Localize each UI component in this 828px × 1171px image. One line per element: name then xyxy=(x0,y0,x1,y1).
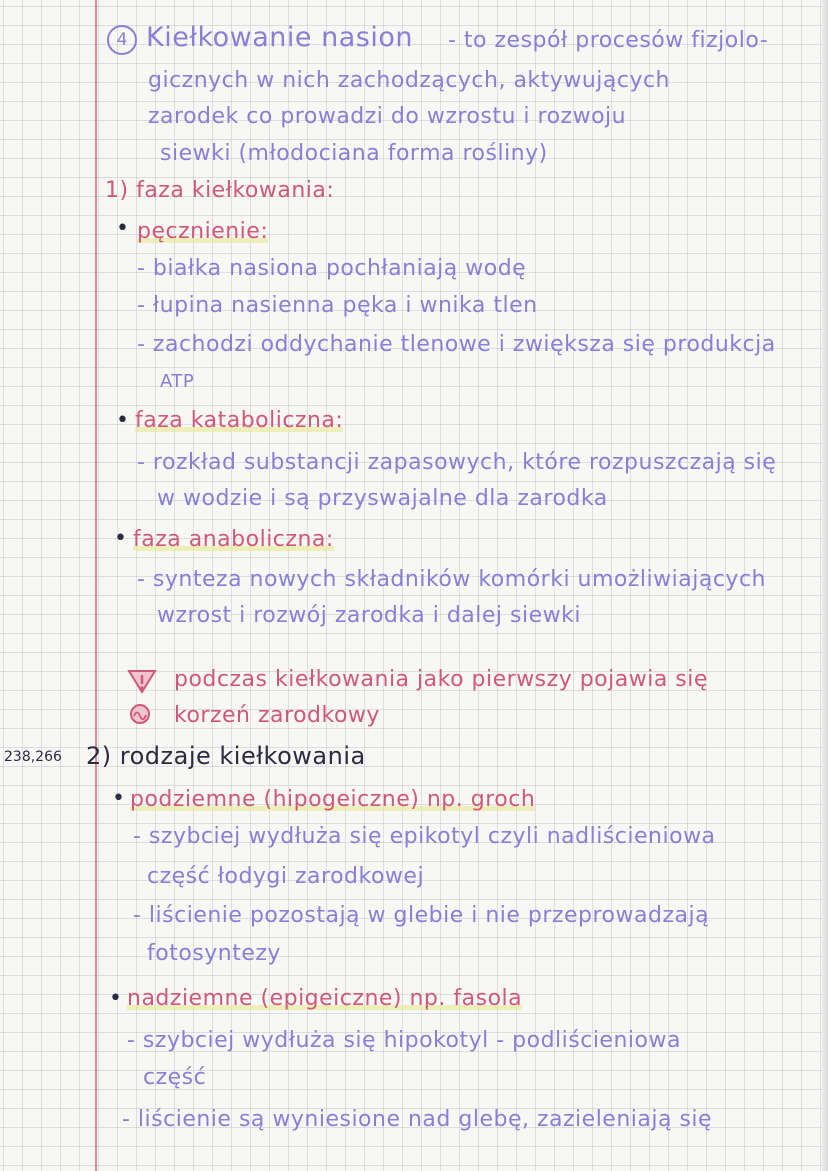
type-line: część xyxy=(143,1065,207,1090)
phase-line: - rozkład substancji zapasowych, które rozpuszczają się xyxy=(137,450,777,475)
note-line-1: podczas kiełkowania jako pierwszy pojawia się xyxy=(174,667,708,692)
intro-line-3: zarodek co prowadzi do wzrostu i rozwoju xyxy=(148,104,627,129)
phase-line: ATP xyxy=(160,371,195,392)
bullet-dot-icon: • xyxy=(109,986,122,1011)
phase-line: - łupina nasienna pęka i wnika tlen xyxy=(137,293,538,318)
page-number: 238,266 xyxy=(4,749,62,765)
type-line: część łodygi zarodkowej xyxy=(147,864,425,889)
type-line: - liścienie pozostają w glebie i nie przeprowadzają xyxy=(133,903,710,928)
phase-item-title: faza kataboliczna: xyxy=(135,408,344,433)
note-line-2: korzeń zarodkowy xyxy=(174,703,380,728)
phase-line: w wodzie i są przyswajalne dla zarodka xyxy=(157,486,608,511)
intro-line-1: - to zespół procesów fizjolo- xyxy=(448,28,769,53)
phase-line: wzrost i rozwój zarodka i dalej siewki xyxy=(157,603,581,628)
type-line: - szybciej wydłuża się hipokotyl - podliścieniowa xyxy=(127,1028,681,1053)
section-number-badge: 4 xyxy=(107,25,137,55)
type-title: nadziemne (epigeiczne) np. fasola xyxy=(127,986,523,1011)
warning-triangle-icon xyxy=(127,668,157,694)
bullet-dot-icon: • xyxy=(116,408,129,433)
intro-line-4: siewki (młodociana forma rośliny) xyxy=(160,141,548,166)
type-title: podziemne (hipogeiczne) np. groch xyxy=(130,787,536,812)
phase-item-title: pęcznienie: xyxy=(137,219,269,244)
page-edge xyxy=(822,0,828,1171)
intro-line-2: gicznych w nich zachodzących, aktywujących xyxy=(148,68,671,93)
types-heading: 2) rodzaje kiełkowania xyxy=(86,742,366,770)
phase-item-title: faza anaboliczna: xyxy=(133,527,334,552)
bullet-dot-icon: • xyxy=(112,786,125,811)
type-line: - liścienie są wyniesione nad glebę, zazieleniają się xyxy=(122,1107,713,1132)
phase-line: - synteza nowych składników komórki umożliwiających xyxy=(137,567,766,592)
phase-heading: 1) faza kiełkowania: xyxy=(105,178,335,203)
type-line: - szybciej wydłuża się epikotyl czyli nadliścieniowa xyxy=(133,824,716,849)
type-line: fotosyntezy xyxy=(147,941,281,966)
title-term: Kiełkowanie nasion xyxy=(146,22,413,53)
bullet-dot-icon: • xyxy=(114,526,127,551)
margin-line xyxy=(95,0,97,1171)
phase-line: - białka nasiona pochłaniają wodę xyxy=(137,256,527,281)
phase-line: - zachodzi oddychanie tlenowe i zwiększa się produkcja xyxy=(137,332,776,357)
bullet-dot-icon: • xyxy=(116,216,129,241)
doodle-icon xyxy=(129,703,151,725)
